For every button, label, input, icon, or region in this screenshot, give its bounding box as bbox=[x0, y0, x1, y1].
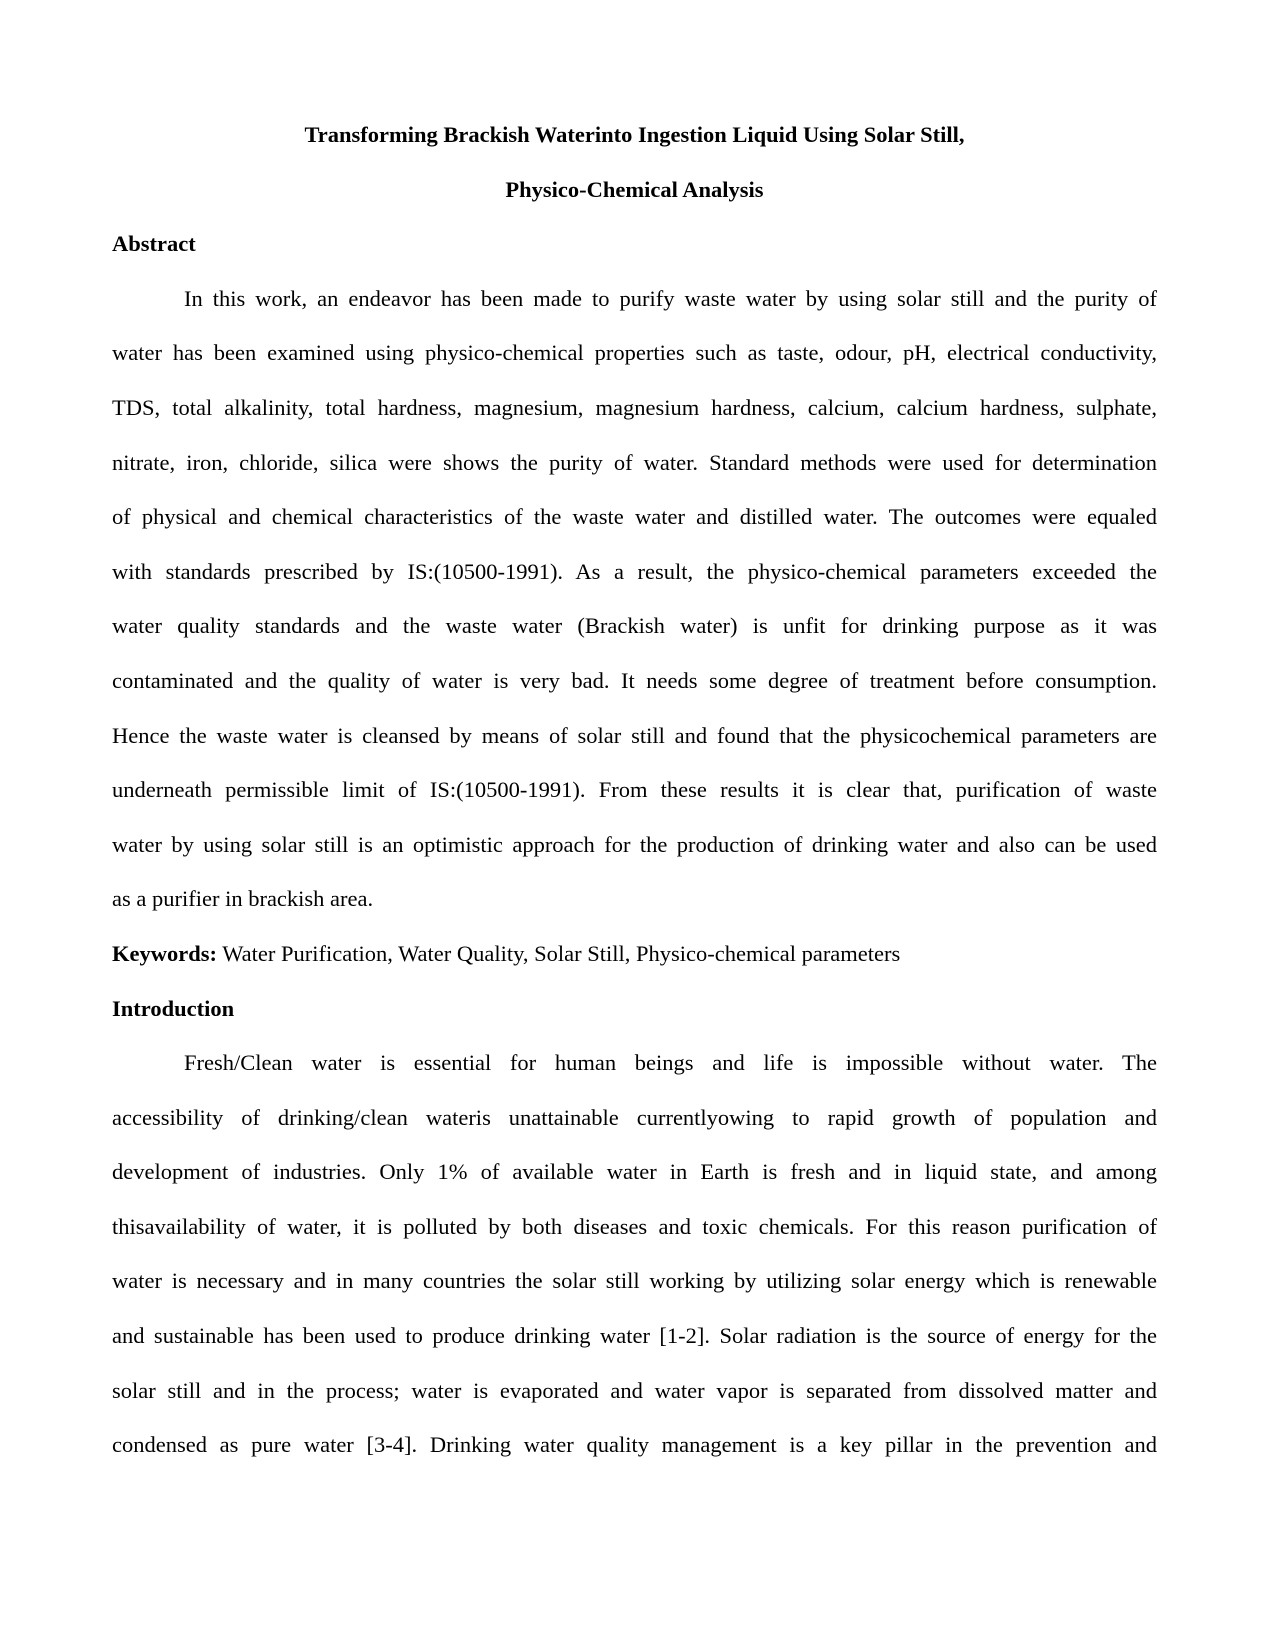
abstract-line: underneath permissible limit of IS:(10500-1991). From these results it is clear that, purification of waste bbox=[112, 777, 1157, 803]
abstract-line: nitrate, iron, chloride, silica were shows the purity of water. Standard methods were used for determination bbox=[112, 449, 1157, 475]
abstract-paragraph bbox=[112, 272, 1157, 927]
abstract-line: Hence the waste water is cleansed by means of solar still and found that the physicochemical parameters are bbox=[112, 722, 1157, 748]
abstract-line: water quality standards and the waste water (Brackish water) is unfit for drinking purpose as it was bbox=[112, 613, 1157, 639]
keywords-text: Water Purification, Water Quality, Solar Still, Physico-chemical parameters bbox=[217, 940, 901, 966]
introduction-heading: Introduction bbox=[112, 995, 235, 1021]
introduction-line: solar still and in the process; water is evaporated and water vapor is separated from dissolved matter and bbox=[112, 1377, 1157, 1403]
introduction-line: Fresh/Clean water is essential for human beings and life is impossible without water. The bbox=[184, 1050, 1157, 1076]
paper-title-line-2: Physico-Chemical Analysis bbox=[505, 176, 764, 202]
paper-title-line-1: Transforming Brackish Waterinto Ingestion Liquid Using Solar Still, bbox=[304, 122, 965, 147]
abstract-line: In this work, an endeavor has been made to purify waste water by using solar still and the purity of bbox=[184, 285, 1157, 311]
abstract-line: of physical and chemical characteristics of the waste water and distilled water. The outcomes were equaled bbox=[112, 504, 1157, 530]
abstract-line: with standards prescribed by IS:(10500-1991). As a result, the physico-chemical parameters exceeded the bbox=[112, 558, 1157, 584]
abstract-line: water by using solar still is an optimistic approach for the production of drinking water and also can be used bbox=[112, 831, 1157, 857]
abstract-line: water has been examined using physico-chemical properties such as taste, odour, pH, electrical conductivity, bbox=[112, 340, 1157, 366]
document-page bbox=[112, 108, 1157, 1473]
introduction-line: water is necessary and in many countries the solar still working by utilizing solar energy which is renewable bbox=[112, 1268, 1157, 1294]
introduction-line: accessibility of drinking/clean wateris unattainable currentlyowing to rapid growth of population and bbox=[112, 1104, 1157, 1130]
introduction-line: and sustainable has been used to produce drinking water [1-2]. Solar radiation is the source of energy for the bbox=[112, 1323, 1157, 1349]
introduction-line: thisavailability of water, it is polluted by both diseases and toxic chemicals. For this reason purification of bbox=[112, 1213, 1157, 1239]
abstract-line: contaminated and the quality of water is very bad. It needs some degree of treatment before consumption. bbox=[112, 667, 1157, 693]
abstract-line: as a purifier in brackish area. bbox=[112, 886, 374, 912]
introduction-line: development of industries. Only 1% of available water in Earth is fresh and in liquid state, and among bbox=[112, 1159, 1157, 1185]
introduction-paragraph bbox=[112, 1036, 1157, 1473]
introduction-line: condensed as pure water [3-4]. Drinking water quality management is a key pillar in the prevention and bbox=[112, 1432, 1157, 1458]
abstract-heading: Abstract bbox=[112, 231, 196, 257]
keywords bbox=[112, 927, 1157, 982]
abstract-line: TDS, total alkalinity, total hardness, magnesium, magnesium hardness, calcium, calcium hardness, sulphate, bbox=[112, 394, 1157, 420]
keywords-label: Keywords: bbox=[112, 940, 217, 966]
